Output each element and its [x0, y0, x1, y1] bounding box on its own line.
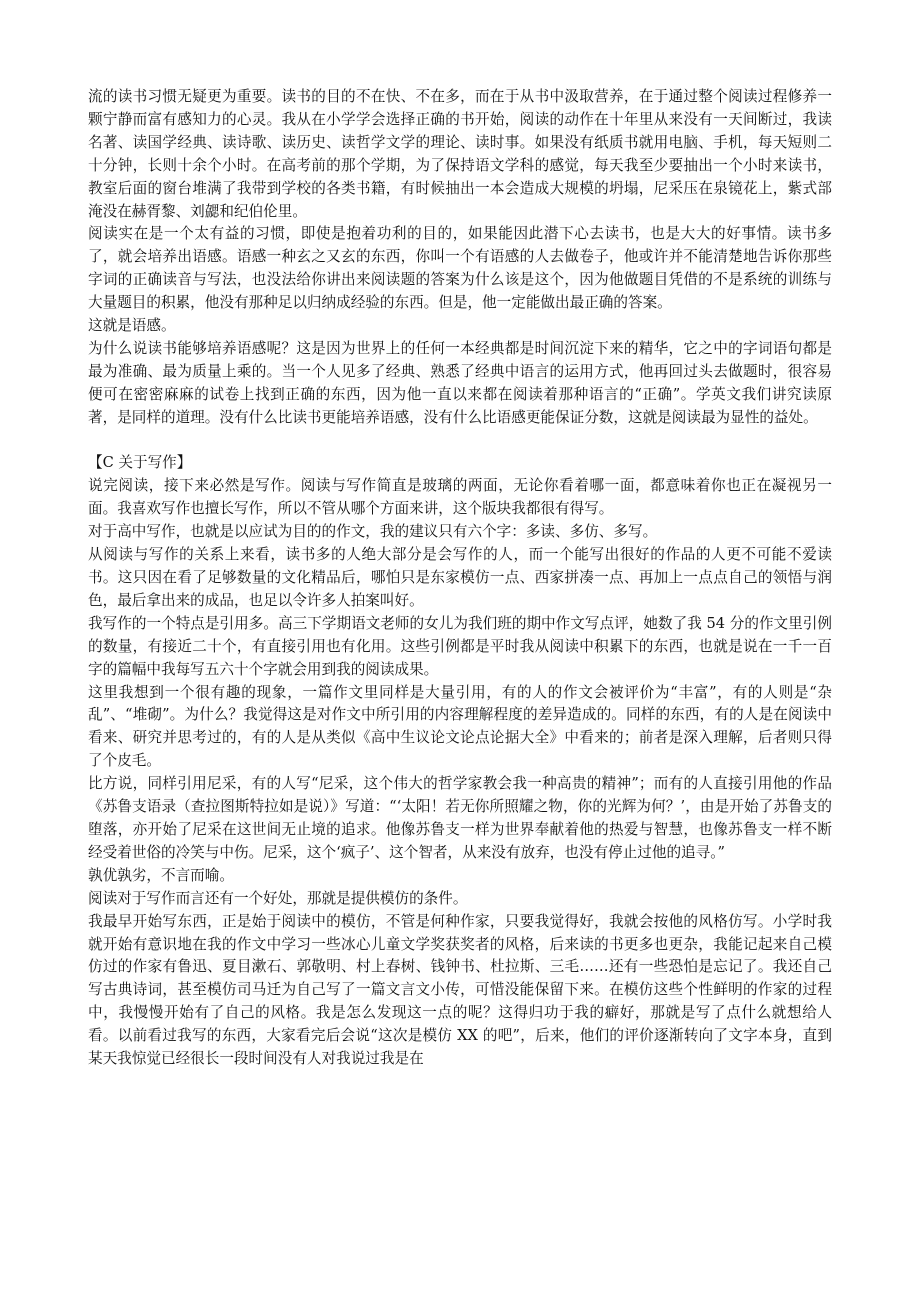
paragraph-reading-writing-relation: 从阅读与写作的关系上来看，读书多的人绝大部分是会写作的人，而一个能写出很好的作品的人更不可能不爱读书。这只因在看了足够数量的文化精品后，哪怕只是东家模仿一点、西家拼凑一点、再加上一点点自己的领悟与润色，最后拿出来的成品，也足以令许多人拍案叫好。 — [88, 546, 832, 609]
paragraph-reading-benefit: 阅读实在是一个太有益的习惯，即使是抱着功利的目的，如果能因此潜下心去读书，也是大大的好事情。读书多了，就会培养出语感。语感一种玄之又玄的东西，你叫一个有语感的人去做卷子，他或许并不能清楚地告诉你那些字词的正确读音与写法，也没法给你讲出来阅读题的答案为什么该是这个，因为他做题目凭借的不是系统的训练与大量题目的积累，他没有那种足以归纳成经验的东西。但是，他一定能做出最正确的答案。 — [88, 225, 832, 312]
paragraph-imitation-benefit: 阅读对于写作而言还有一个好处，那就是提供模仿的条件。 — [88, 889, 468, 907]
paragraph-why-reading: 为什么说读书能够培养语感呢？这是因为世界上的任何一本经典都是时间沉淀下来的精华，它之中的字词语句都是最为准确、最为质量上乘的。当一个人见多了经典、熟悉了经典中语言的运用方式，他再回过头去做题时，很容易便可在密密麻麻的试卷上找到正确的东西，因为他一直以来都在阅读着那种语言的“正确”。学英文我们讲究读原著，是同样的道理。没有什么比读书更能培养语感，没有什么比语感更能保证分数，这就是阅读最为显性的益处。 — [88, 339, 832, 426]
paragraph-language-sense: 这就是语感。 — [88, 317, 176, 335]
paragraph-citation-phenomenon: 这里我想到一个很有趣的现象，一篇作文里同样是大量引用，有的人的作文会被评价为“丰富”，有的人则是“杂乱”、“堆砌”。为什么？我觉得这是对作文中所引用的内容理解程度的差异造成的。同样的东西，有的人是在阅读中看来、研究并思考过的，有的人是从类似《高中生议论文论点论据大全》中看来的；前者是深入理解，后者则只得了个皮毛。 — [88, 683, 832, 770]
section-spacer — [88, 430, 832, 453]
paragraph-citation-feature: 我写作的一个特点是引用多。高三下学期语文老师的女儿为我们班的期中作文写点评，她数了我 54 分的作文里引例的数量，有接近二十个，有直接引用也有化用。这些引例都是平时我从阅读中积累下的东西，也就是说在一千一百字的篇幅中我每写五六十个字就会用到我的阅读成果。 — [88, 614, 832, 678]
paragraph-verdict: 孰优孰劣，不言而喻。 — [88, 866, 234, 884]
paragraph-imitation-story: 我最早开始写东西，正是始于阅读中的模仿，不管是何种作家，只要我觉得好，我就会按他的风格仿写。小学时我就开始有意识地在我的作文中学习一些冰心儿童文学奖获奖者的风格，后来读的书更多也更杂，我能记起来自己模仿过的作家有鲁迅、夏目漱石、郭敬明、村上春树、钱钟书、杜拉斯、三毛……还有一些恐怕是忘记了。我还自己写古典诗词，甚至模仿司马迁为自己写了一篇文言文小传，可惜没能保留下来。在模仿这些个性鲜明的作家的过程中，我慢慢开始有了自己的风格。我是怎么发现这一点的呢？这得归功于我的癖好，那就是写了点什么就想给人看。以前看过我写的东西，大家看完后会说“这次是模仿 XX 的吧”，后来，他们的评价逐渐转向了文字本身，直到某天我惊觉已经很长一段时间没有人对我说过我是在 — [88, 912, 832, 1068]
paragraph-writing-advice: 对于高中写作，也就是以应试为目的的作文，我的建议只有六个字：多读、多仿、多写。 — [88, 523, 658, 541]
section-heading: 【C 关于写作】 — [88, 454, 192, 472]
document-page — [88, 86, 832, 1071]
paragraph-reading-habit: 流的读书习惯无疑更为重要。读书的目的不在快、不在多，而在于从书中汲取营养，在于通过整个阅读过程修养一颗宁静而富有感知力的心灵。我从在小学学会选择正确的书开始，阅读的动作在十年里从来没有一天间断过，我读名著、读国学经典、读诗歌、读历史、读哲学文学的理论、读时事。如果没有纸质书就用电脑、手机，每天短则二十分钟，长则十余个小时。在高考前的那个学期，为了保持语文学科的感觉，每天我至少要抽出一个小时来读书，教室后面的窗台堆满了我带到学校的各类书籍，有时候抽出一本会造成大规模的坍塌，尼采压在泉镜花上，紫式部淹没在赫胥黎、刘勰和纪伯伦里。 — [88, 88, 832, 220]
paragraph-writing-intro: 说完阅读，接下来必然是写作。阅读与写作简直是玻璃的两面，无论你看着哪一面，都意味着你也正在凝视另一面。我喜欢写作也擅长写作，所以不管从哪个方面来讲，这个版块我都很有得写。 — [88, 477, 832, 518]
paragraph-nietzsche-example: 比方说，同样引用尼采，有的人写“尼采，这个伟大的哲学家教会我一种高贵的精神”；而有的人直接引用他的作品《苏鲁支语录（查拉图斯特拉如是说）》写道：“‘太阳！若无你所照耀之物，你的光辉为何？’，由是开始了苏鲁支的堕落，亦开始了尼采在这世间无止境的追求。他像苏鲁支一样为世界奉献着他的热爱与智慧，也像苏鲁支一样不断经受着世俗的冷笑与中伤。尼采，这个‘疯子’、这个智者，从来没有放弃，也没有停止过他的追寻。” — [88, 775, 832, 861]
